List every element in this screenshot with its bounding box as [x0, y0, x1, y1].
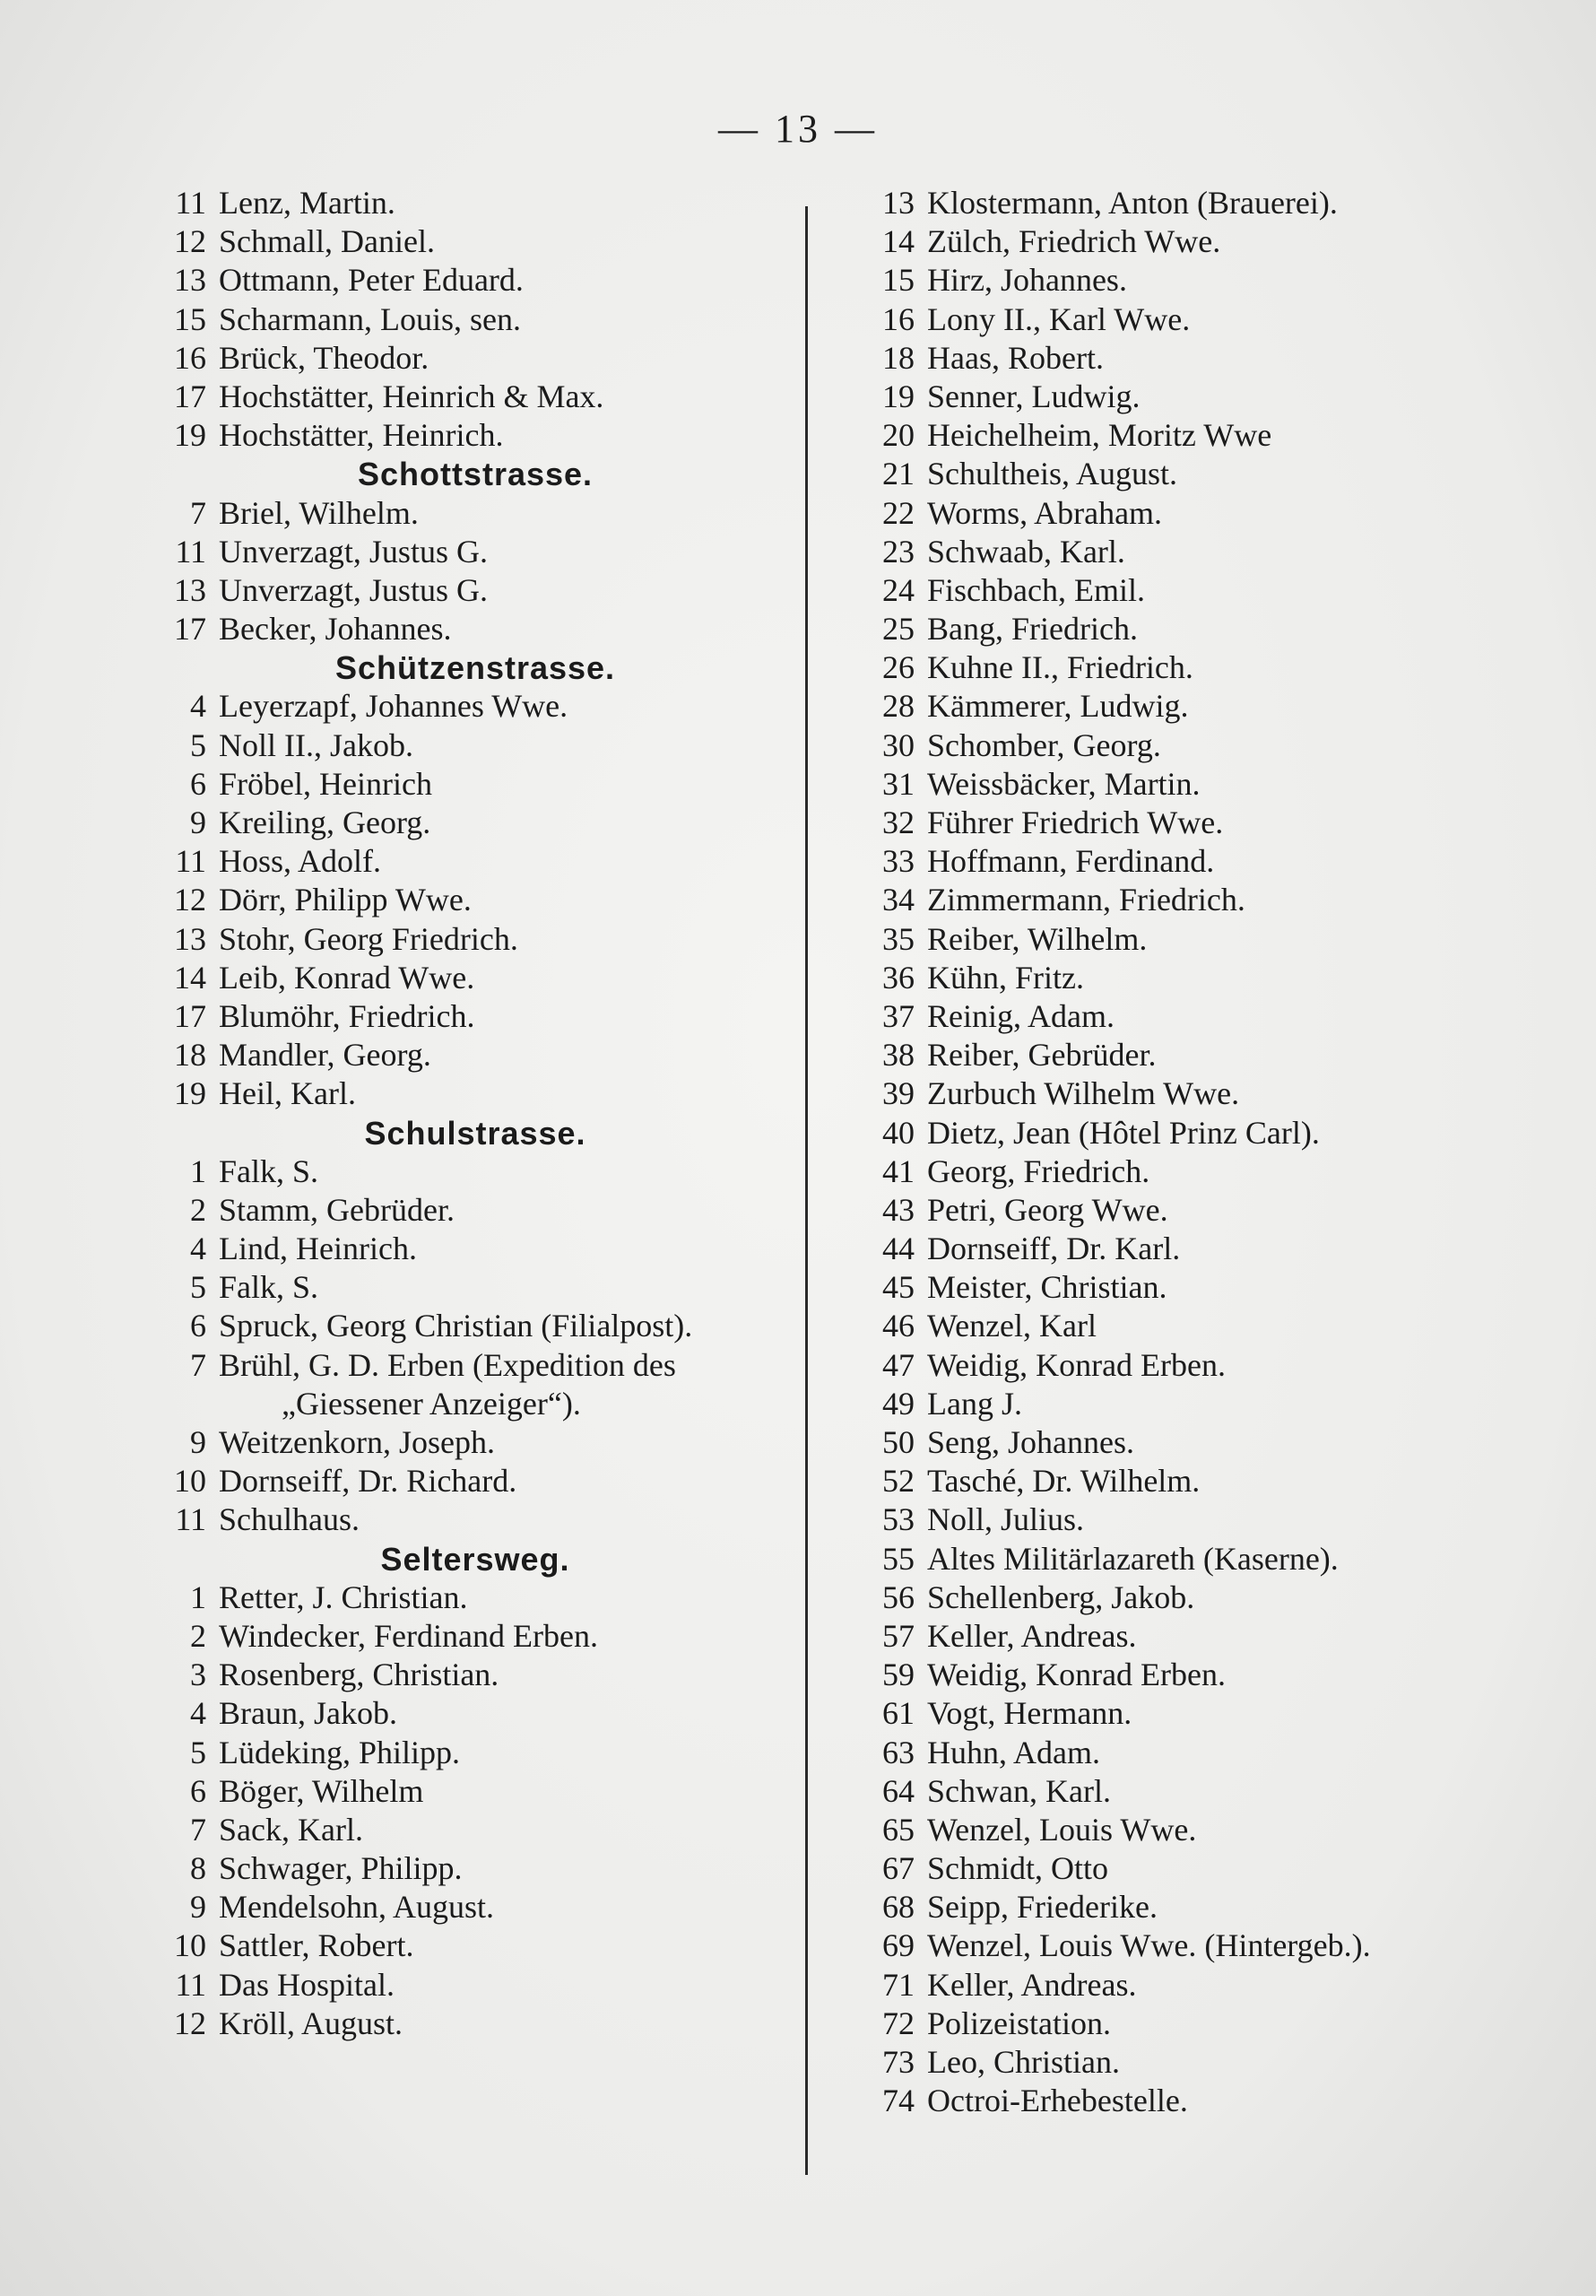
address-entry: [143, 2005, 807, 2043]
house-number: 14: [882, 223, 915, 260]
address-entry: [852, 687, 1515, 726]
house-number: 19: [882, 378, 915, 414]
house-number: 44: [882, 1231, 915, 1267]
resident-name: Sattler, Robert.: [219, 1927, 414, 1964]
resident-name: Dornseiff, Dr. Richard.: [219, 1463, 517, 1500]
resident-name: Schwaab, Karl.: [927, 533, 1125, 570]
house-number: 46: [882, 1308, 915, 1344]
address-entry: [143, 1694, 807, 1733]
address-entry: [852, 920, 1515, 959]
house-number: 1: [190, 1152, 206, 1189]
resident-name: Fröbel, Heinrich: [219, 765, 432, 802]
address-entry: [852, 494, 1515, 533]
house-number: 5: [190, 726, 206, 763]
address-entry: [143, 300, 807, 339]
house-number: 7: [190, 1811, 206, 1848]
address-entry: [143, 1462, 807, 1500]
address-entry: [143, 1346, 807, 1385]
address-entry: [852, 1385, 1515, 1423]
resident-name: Becker, Johannes.: [219, 611, 452, 648]
house-number: 11: [175, 533, 206, 570]
house-number: 26: [882, 649, 915, 686]
house-number: 68: [882, 1889, 915, 1926]
address-entry: [852, 648, 1515, 687]
address-entry: [143, 1966, 807, 2005]
address-entry: [852, 1694, 1515, 1733]
resident-name: Unverzagt, Justus G.: [219, 571, 488, 608]
resident-name: Dörr, Philipp Wwe.: [219, 882, 472, 918]
address-entry: [852, 1888, 1515, 1926]
house-number: 30: [882, 726, 915, 763]
address-entry: [852, 184, 1515, 222]
resident-name: Worms, Abraham.: [927, 494, 1163, 531]
address-entry: [143, 1734, 807, 1772]
house-number: 34: [882, 882, 915, 918]
address-entry: [852, 765, 1515, 804]
house-number: 9: [190, 1889, 206, 1926]
resident-name: Lüdeking, Philipp.: [219, 1734, 460, 1770]
resident-name: Blumöhr, Friedrich.: [219, 997, 475, 1034]
resident-name: Böger, Wilhelm: [219, 1772, 424, 1809]
resident-name: Windecker, Ferdinand Erben.: [219, 1617, 598, 1654]
address-entry: [143, 842, 807, 881]
house-number: 74: [882, 2083, 915, 2119]
resident-name: Fischbach, Emil.: [927, 571, 1145, 608]
resident-name: „Giessener Anzeiger“).: [282, 1385, 581, 1422]
resident-name: Reiber, Wilhelm.: [927, 920, 1148, 957]
house-number: 19: [174, 1075, 206, 1112]
resident-name: Georg, Friedrich.: [927, 1152, 1150, 1189]
address-entry: [852, 455, 1515, 493]
resident-name: Hirz, Johannes.: [927, 262, 1127, 299]
house-number: 10: [174, 1463, 206, 1500]
address-entry: [143, 997, 807, 1036]
address-entry: [143, 571, 807, 610]
house-number: 15: [174, 300, 206, 337]
resident-name: Hochstätter, Heinrich.: [219, 417, 504, 454]
address-entry: [852, 1346, 1515, 1385]
resident-name: Scharmann, Louis, sen.: [219, 300, 521, 337]
resident-name: Petri, Georg Wwe.: [927, 1191, 1168, 1228]
house-number: 3: [190, 1657, 206, 1693]
house-number: 1: [190, 1578, 206, 1615]
house-number: 63: [882, 1734, 915, 1770]
house-number: 40: [882, 1114, 915, 1151]
house-number: 6: [190, 1308, 206, 1344]
house-number: 5: [190, 1734, 206, 1770]
house-number: 9: [190, 804, 206, 840]
house-number: 23: [882, 533, 915, 570]
entry-continuation: [143, 1385, 807, 1423]
address-entry: [852, 1772, 1515, 1811]
address-entry: [143, 222, 807, 261]
resident-name: Heichelheim, Moritz Wwe: [927, 417, 1272, 454]
house-number: 69: [882, 1927, 915, 1964]
house-number: 73: [882, 2044, 915, 2080]
resident-name: Schmidt, Otto: [927, 1850, 1109, 1887]
address-entry: [852, 222, 1515, 261]
address-entry: [852, 378, 1515, 416]
house-number: 9: [190, 1424, 206, 1460]
address-entry: [852, 1966, 1515, 2005]
resident-name: Briel, Wilhelm.: [219, 494, 419, 531]
address-entry: [143, 494, 807, 533]
house-number: 71: [882, 1966, 915, 2003]
address-entry: [143, 339, 807, 378]
house-number: 41: [882, 1152, 915, 1189]
resident-name: Kreiling, Georg.: [219, 804, 431, 840]
resident-name: Hochstätter, Heinrich & Max.: [219, 378, 604, 414]
house-number: 8: [190, 1850, 206, 1887]
house-number: 13: [174, 262, 206, 299]
address-entry: [852, 1036, 1515, 1074]
resident-name: Lang J.: [927, 1385, 1022, 1422]
resident-name: Rosenberg, Christian.: [219, 1657, 499, 1693]
address-entry: [143, 1849, 807, 1888]
house-number: 13: [174, 571, 206, 608]
address-entry: [852, 300, 1515, 339]
resident-name: Brück, Theodor.: [219, 339, 429, 376]
house-number: 6: [190, 765, 206, 802]
address-entry: [143, 610, 807, 648]
house-number: 2: [190, 1617, 206, 1654]
house-number: 18: [882, 339, 915, 376]
address-entry: [852, 1849, 1515, 1888]
resident-name: Falk, S.: [219, 1269, 319, 1306]
resident-name: Haas, Robert.: [927, 339, 1104, 376]
house-number: 32: [882, 804, 915, 840]
resident-name: Schulhaus.: [219, 1501, 360, 1538]
address-entry: [852, 533, 1515, 571]
resident-name: Lind, Heinrich.: [219, 1231, 417, 1267]
address-entry: [852, 959, 1515, 997]
address-entry: [143, 920, 807, 959]
resident-name: Hoffmann, Ferdinand.: [927, 843, 1215, 880]
resident-name: Leo, Christian.: [927, 2044, 1120, 2080]
address-entry: [143, 804, 807, 842]
address-entry: [143, 1423, 807, 1462]
house-number: 12: [174, 2005, 206, 2041]
resident-name: Schomber, Georg.: [927, 726, 1161, 763]
street-heading: Schützenstrasse.: [334, 649, 616, 687]
address-entry: [143, 1230, 807, 1268]
house-number: 35: [882, 920, 915, 957]
resident-name: Hoss, Adolf.: [219, 843, 382, 880]
resident-name: Dietz, Jean (Hôtel Prinz Carl).: [927, 1114, 1320, 1151]
address-entry: [852, 610, 1515, 648]
address-entry: [852, 842, 1515, 881]
house-number: 21: [882, 456, 915, 492]
house-number: 39: [882, 1075, 915, 1112]
resident-name: Mandler, Georg.: [219, 1037, 431, 1074]
resident-name: Lony II., Karl Wwe.: [927, 300, 1191, 337]
address-entry: [143, 1888, 807, 1926]
address-entry: [143, 1074, 807, 1113]
house-number: 11: [175, 185, 206, 221]
right-column: [852, 184, 1515, 2120]
house-number: 31: [882, 765, 915, 802]
street-heading: Schottstrasse.: [357, 456, 594, 493]
resident-name: Tasché, Dr. Wilhelm.: [927, 1463, 1201, 1500]
house-number: 17: [174, 611, 206, 648]
house-number: 13: [882, 185, 915, 221]
house-number: 4: [190, 1231, 206, 1267]
page-number: — 13 —: [718, 107, 878, 151]
resident-name: Senner, Ludwig.: [927, 378, 1141, 414]
resident-name: Wenzel, Karl: [927, 1308, 1097, 1344]
resident-name: Schwan, Karl.: [927, 1772, 1111, 1809]
resident-name: Führer Friedrich Wwe.: [927, 804, 1224, 840]
house-number: 38: [882, 1037, 915, 1074]
address-entry: [143, 881, 807, 919]
house-number: 5: [190, 1269, 206, 1306]
house-number: 12: [174, 882, 206, 918]
house-number: 67: [882, 1850, 915, 1887]
house-number: 11: [175, 1501, 206, 1538]
address-entry: [852, 1540, 1515, 1578]
house-number: 64: [882, 1772, 915, 1809]
house-number: 33: [882, 843, 915, 880]
resident-name: Braun, Jakob.: [219, 1695, 397, 1732]
address-entry: [143, 1578, 807, 1617]
resident-name: Weidig, Konrad Erben.: [927, 1346, 1226, 1383]
resident-name: Kröll, August.: [219, 2005, 403, 2041]
address-entry: [143, 1191, 807, 1230]
resident-name: Reinig, Adam.: [927, 997, 1115, 1034]
resident-name: Falk, S.: [219, 1152, 319, 1189]
address-entry: [852, 1578, 1515, 1617]
house-number: 72: [882, 2005, 915, 2041]
address-entry: [852, 2082, 1515, 2120]
address-entry: [143, 1307, 807, 1345]
house-number: 49: [882, 1385, 915, 1422]
resident-name: Schellenberg, Jakob.: [927, 1578, 1195, 1615]
house-number: 20: [882, 417, 915, 454]
resident-name: Leyerzapf, Johannes Wwe.: [219, 688, 568, 725]
resident-name: Zülch, Friedrich Wwe.: [927, 223, 1221, 260]
resident-name: Kämmerer, Ludwig.: [927, 688, 1189, 725]
address-entry: [143, 726, 807, 765]
resident-name: Leib, Konrad Wwe.: [219, 959, 475, 996]
resident-name: Unverzagt, Justus G.: [219, 533, 488, 570]
house-number: 6: [190, 1772, 206, 1809]
resident-name: Schwager, Philipp.: [219, 1850, 463, 1887]
address-entry: [143, 1772, 807, 1811]
house-number: 14: [174, 959, 206, 996]
resident-name: Klostermann, Anton (Brauerei).: [927, 185, 1338, 221]
resident-name: Bang, Friedrich.: [927, 611, 1138, 648]
house-number: 4: [190, 688, 206, 725]
house-number: 53: [882, 1501, 915, 1538]
house-number: 37: [882, 997, 915, 1034]
resident-name: Schultheis, August.: [927, 456, 1178, 492]
house-number: 45: [882, 1269, 915, 1306]
address-entry: [852, 1617, 1515, 1656]
address-entry: [852, 997, 1515, 1036]
address-entry: [852, 416, 1515, 455]
resident-name: Weidig, Konrad Erben.: [927, 1657, 1226, 1693]
address-entry: [143, 1036, 807, 1074]
left-column: [143, 184, 807, 2043]
resident-name: Dornseiff, Dr. Karl.: [927, 1231, 1181, 1267]
house-number: 52: [882, 1463, 915, 1500]
house-number: 11: [175, 843, 206, 880]
resident-name: Zurbuch Wilhelm Wwe.: [927, 1075, 1240, 1112]
address-entry: [852, 2043, 1515, 2082]
address-entry: [852, 1307, 1515, 1345]
house-number: 55: [882, 1540, 915, 1577]
house-number: 59: [882, 1657, 915, 1693]
resident-name: Huhn, Adam.: [927, 1734, 1100, 1770]
house-number: 22: [882, 494, 915, 531]
address-entry: [143, 1500, 807, 1539]
resident-name: Kühn, Fritz.: [927, 959, 1084, 996]
address-entry: [852, 1152, 1515, 1191]
house-number: 25: [882, 611, 915, 648]
house-number: 56: [882, 1578, 915, 1615]
address-entry: [852, 1734, 1515, 1772]
address-entry: [852, 881, 1515, 919]
address-entry: [143, 1152, 807, 1191]
address-entry: [852, 261, 1515, 300]
resident-name: Keller, Andreas.: [927, 1966, 1137, 2003]
address-entry: [143, 1617, 807, 1656]
address-entry: [143, 184, 807, 222]
resident-name: Noll, Julius.: [927, 1501, 1085, 1538]
house-number: 47: [882, 1346, 915, 1383]
resident-name: Noll II., Jakob.: [219, 726, 413, 763]
address-entry: [852, 1230, 1515, 1268]
house-number: 16: [882, 300, 915, 337]
resident-name: Altes Militärlazareth (Kaserne).: [927, 1540, 1339, 1577]
resident-name: Wenzel, Louis Wwe. (Hintergeb.).: [927, 1927, 1371, 1964]
address-entry: [143, 1811, 807, 1849]
address-entry: [852, 1656, 1515, 1694]
house-number: 13: [174, 920, 206, 957]
address-entry: [852, 1114, 1515, 1152]
house-number: 17: [174, 378, 206, 414]
resident-name: Octroi-Erhebestelle.: [927, 2083, 1188, 2119]
address-entry: [852, 804, 1515, 842]
resident-name: Stohr, Georg Friedrich.: [219, 920, 518, 957]
resident-name: Seipp, Friederike.: [927, 1889, 1158, 1926]
column-divider: [805, 206, 808, 2175]
address-entry: [143, 261, 807, 300]
address-entry: [852, 1462, 1515, 1500]
resident-name: Retter, J. Christian.: [219, 1578, 468, 1615]
house-number: 7: [190, 1346, 206, 1383]
resident-name: Heil, Karl.: [219, 1075, 356, 1112]
address-entry: [143, 687, 807, 726]
address-entry: [852, 339, 1515, 378]
house-number: 57: [882, 1617, 915, 1654]
resident-name: Brühl, G. D. Erben (Expedition des: [219, 1346, 676, 1383]
resident-name: Vogt, Hermann.: [927, 1695, 1132, 1732]
resident-name: Weitzenkorn, Joseph.: [219, 1424, 496, 1460]
resident-name: Kuhne II., Friedrich.: [927, 649, 1193, 686]
street-heading: Seltersweg.: [380, 1540, 570, 1578]
address-entry: [852, 726, 1515, 765]
house-number: 17: [174, 997, 206, 1034]
house-number: 12: [174, 223, 206, 260]
house-number: 43: [882, 1191, 915, 1228]
address-entry: [143, 416, 807, 455]
house-number: 7: [190, 494, 206, 531]
street-heading: Schulstrasse.: [364, 1114, 586, 1152]
house-number: 4: [190, 1695, 206, 1732]
address-entry: [852, 1074, 1515, 1113]
address-entry: [852, 2005, 1515, 2043]
house-number: 24: [882, 571, 915, 608]
address-entry: [852, 1811, 1515, 1849]
resident-name: Seng, Johannes.: [927, 1424, 1134, 1460]
address-entry: [143, 1926, 807, 1965]
resident-name: Das Hospital.: [219, 1966, 395, 2003]
house-number: 19: [174, 417, 206, 454]
house-number: 16: [174, 339, 206, 376]
resident-name: Schmall, Daniel.: [219, 223, 435, 260]
resident-name: Wenzel, Louis Wwe.: [927, 1811, 1197, 1848]
house-number: 15: [882, 262, 915, 299]
resident-name: Reiber, Gebrüder.: [927, 1037, 1157, 1074]
resident-name: Zimmermann, Friedrich.: [927, 882, 1245, 918]
address-entry: [852, 1268, 1515, 1307]
address-entry: [852, 1500, 1515, 1539]
address-entry: [852, 571, 1515, 610]
house-number: 61: [882, 1695, 915, 1732]
house-number: 65: [882, 1811, 915, 1848]
address-entry: [143, 1656, 807, 1694]
address-entry: [143, 1268, 807, 1307]
resident-name: Meister, Christian.: [927, 1269, 1167, 1306]
resident-name: Polizeistation.: [927, 2005, 1111, 2041]
house-number: 36: [882, 959, 915, 996]
resident-name: Weissbäcker, Martin.: [927, 765, 1201, 802]
address-entry: [143, 378, 807, 416]
resident-name: Sack, Karl.: [219, 1811, 363, 1848]
resident-name: Lenz, Martin.: [219, 185, 395, 221]
resident-name: Stamm, Gebrüder.: [219, 1191, 455, 1228]
address-entry: [852, 1191, 1515, 1230]
address-entry: [852, 1423, 1515, 1462]
house-number: 11: [175, 1966, 206, 2003]
house-number: 10: [174, 1927, 206, 1964]
resident-name: Mendelsohn, August.: [219, 1889, 495, 1926]
house-number: 28: [882, 688, 915, 725]
address-entry: [143, 765, 807, 804]
address-entry: [143, 959, 807, 997]
house-number: 2: [190, 1191, 206, 1228]
resident-name: Keller, Andreas.: [927, 1617, 1137, 1654]
house-number: 18: [174, 1037, 206, 1074]
resident-name: Spruck, Georg Christian (Filialpost).: [219, 1308, 693, 1344]
address-entry: [852, 1926, 1515, 1965]
address-entry: [143, 533, 807, 571]
house-number: 50: [882, 1424, 915, 1460]
resident-name: Ottmann, Peter Eduard.: [219, 262, 524, 299]
